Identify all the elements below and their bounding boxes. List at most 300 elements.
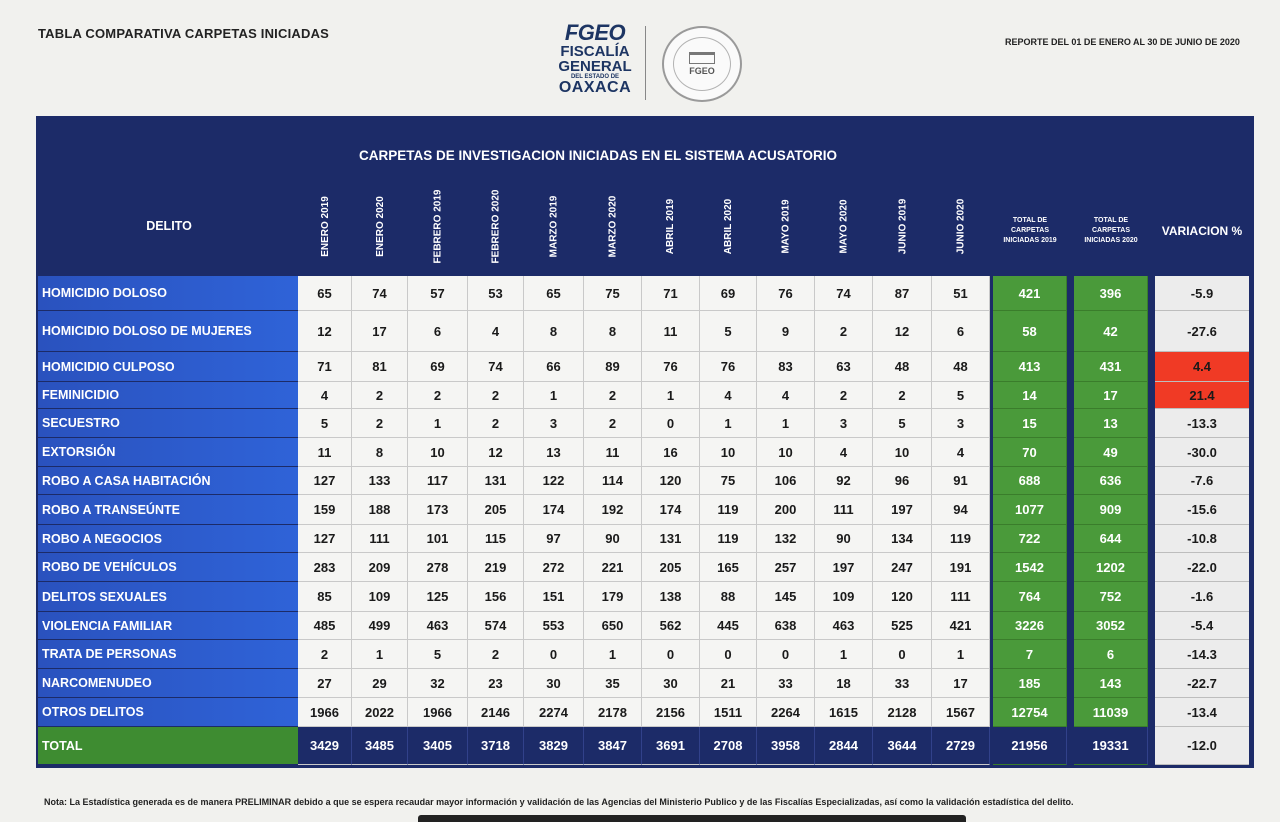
month-value-cell: 17 [932, 669, 990, 698]
month-value-cell: 5 [700, 311, 757, 352]
variation-cell: -22.7 [1155, 669, 1249, 698]
month-value-cell: 53 [468, 276, 524, 311]
month-value-cell: 51 [932, 276, 990, 311]
month-value-cell: 247 [873, 553, 932, 582]
month-value-cell: 463 [408, 612, 468, 640]
total-2020-cell: 752 [1074, 582, 1148, 612]
month-value-cell: 2146 [468, 698, 524, 727]
crime-label: DELITOS SEXUALES [38, 582, 300, 612]
total-2020-cell: 396 [1074, 276, 1148, 311]
month-value-cell: 463 [815, 612, 873, 640]
total-row [0, 727, 1280, 765]
month-value-cell: 71 [642, 276, 700, 311]
month-value-cell: 2 [468, 640, 524, 669]
month-value-cell: 499 [352, 612, 408, 640]
month-header-label: JUNIO 2020 [955, 198, 967, 254]
month-value-cell: 27 [298, 669, 352, 698]
month-value-cell: 1 [700, 409, 757, 438]
month-value-cell: 16 [642, 438, 700, 467]
month-value-cell: 1 [757, 409, 815, 438]
month-value-cell: 96 [873, 467, 932, 495]
crime-label: OTROS DELITOS [38, 698, 300, 727]
table-row [0, 612, 1280, 640]
month-value-cell: 63 [815, 352, 873, 382]
crime-label: HOMICIDIO CULPOSO [38, 352, 300, 382]
total-2020-header: TOTAL DE CARPETAS INICIADAS 2020 [1084, 217, 1138, 244]
month-value-cell: 127 [298, 467, 352, 495]
month-value-cell: 2 [584, 409, 642, 438]
month-header [298, 180, 352, 272]
month-header [642, 180, 700, 272]
month-value-cell: 3 [524, 409, 584, 438]
bottom-bar [418, 815, 966, 822]
month-value-cell: 111 [352, 525, 408, 553]
table-title: CARPETAS DE INVESTIGACION INICIADAS EN EL SISTEMA ACUSATORIO [358, 148, 838, 163]
month-value-cell: 131 [468, 467, 524, 495]
fgeo-logo [555, 22, 635, 96]
crime-label: SECUESTRO [38, 409, 300, 438]
month-value-cell: 1 [932, 640, 990, 669]
month-value-cell: 0 [524, 640, 584, 669]
month-value-cell: 0 [757, 640, 815, 669]
month-value-cell: 10 [873, 438, 932, 467]
table-row [0, 438, 1280, 467]
month-value-cell: 30 [642, 669, 700, 698]
month-value-cell: 1615 [815, 698, 873, 727]
logo-line-2: GENERAL [558, 58, 632, 75]
month-value-cell: 200 [757, 495, 815, 525]
month-value-cell: 2022 [352, 698, 408, 727]
month-value-cell: 4 [298, 382, 352, 409]
month-header-label: ENERO 2019 [319, 195, 331, 257]
month-value-cell: 88 [700, 582, 757, 612]
total-2020-cell: 3052 [1074, 612, 1148, 640]
month-header-label: MAYO 2019 [780, 198, 792, 254]
month-value-cell: 192 [584, 495, 642, 525]
month-value-cell: 120 [873, 582, 932, 612]
month-value-cell: 125 [408, 582, 468, 612]
crime-label: ROBO DE VEHÍCULOS [38, 553, 300, 582]
table-row [0, 669, 1280, 698]
month-value-cell: 4 [700, 382, 757, 409]
table-row [0, 467, 1280, 495]
month-value-cell: 165 [700, 553, 757, 582]
month-value-cell: 119 [932, 525, 990, 553]
month-value-cell: 122 [524, 467, 584, 495]
total-2020-cell: 143 [1074, 669, 1148, 698]
month-value-cell: 91 [932, 467, 990, 495]
month-value-cell: 197 [815, 553, 873, 582]
month-value-cell: 106 [757, 467, 815, 495]
total-2020-cell: 6 [1074, 640, 1148, 669]
month-header-label: ENERO 2020 [374, 195, 386, 257]
month-value-cell: 159 [298, 495, 352, 525]
table-row [0, 495, 1280, 525]
variation-cell: -13.3 [1155, 409, 1249, 438]
month-value-cell: 2128 [873, 698, 932, 727]
month-value-cell: 89 [584, 352, 642, 382]
month-value-cell: 3 [932, 409, 990, 438]
table-row [0, 640, 1280, 669]
month-value-cell: 1 [524, 382, 584, 409]
table-row [0, 553, 1280, 582]
month-header-label: FEBRERO 2020 [490, 189, 502, 263]
month-value-cell: 2264 [757, 698, 815, 727]
month-value-cell: 30 [524, 669, 584, 698]
variation-cell: -14.3 [1155, 640, 1249, 669]
month-value-cell: 8 [584, 311, 642, 352]
month-value-cell: 33 [757, 669, 815, 698]
table-row [0, 311, 1280, 352]
crime-label: HOMICIDIO DOLOSO DE MUJERES [38, 311, 300, 352]
month-value-cell: 2 [468, 409, 524, 438]
variation-cell: -13.4 [1155, 698, 1249, 727]
month-value-cell: 69 [408, 352, 468, 382]
total-2019-cell: 1077 [993, 495, 1067, 525]
total-2019-header: TOTAL DE CARPETAS INICIADAS 2019 [1003, 217, 1057, 244]
month-value-cell: 74 [352, 276, 408, 311]
month-value-cell: 4 [815, 438, 873, 467]
month-value-cell: 75 [584, 276, 642, 311]
month-value-cell: 2844 [815, 727, 873, 765]
month-value-cell: 562 [642, 612, 700, 640]
month-value-cell: 1 [584, 640, 642, 669]
month-value-cell: 120 [642, 467, 700, 495]
total-2020-cell: 431 [1074, 352, 1148, 382]
month-value-cell: 151 [524, 582, 584, 612]
month-value-cell: 3429 [298, 727, 352, 765]
month-value-cell: 74 [815, 276, 873, 311]
total-2019-cell: 70 [993, 438, 1067, 467]
report-period: REPORTE DEL 01 DE ENERO AL 30 DE JUNIO DE 2020 [1005, 37, 1240, 47]
month-value-cell: 8 [352, 438, 408, 467]
month-value-cell: 197 [873, 495, 932, 525]
month-value-cell: 2708 [700, 727, 757, 765]
month-value-cell: 283 [298, 553, 352, 582]
crime-label: VIOLENCIA FAMILIAR [38, 612, 300, 640]
total-2020-cell: 19331 [1074, 727, 1148, 765]
month-header [468, 180, 524, 272]
logo-divider [645, 26, 646, 100]
month-value-cell: 650 [584, 612, 642, 640]
month-value-cell: 9 [757, 311, 815, 352]
month-value-cell: 3691 [642, 727, 700, 765]
month-value-cell: 48 [932, 352, 990, 382]
month-value-cell: 2 [352, 409, 408, 438]
variation-cell: -7.6 [1155, 467, 1249, 495]
logo-mark: FGEO [564, 20, 626, 45]
month-value-cell: 85 [298, 582, 352, 612]
month-value-cell: 18 [815, 669, 873, 698]
month-value-cell: 2156 [642, 698, 700, 727]
month-value-cell: 525 [873, 612, 932, 640]
variation-cell: 4.4 [1155, 352, 1249, 382]
month-value-cell: 138 [642, 582, 700, 612]
month-value-cell: 221 [584, 553, 642, 582]
total-2019-cell: 14 [993, 382, 1067, 409]
month-value-cell: 12 [873, 311, 932, 352]
month-header [408, 180, 468, 272]
month-value-cell: 257 [757, 553, 815, 582]
month-value-cell: 485 [298, 612, 352, 640]
month-value-cell: 4 [932, 438, 990, 467]
month-value-cell: 76 [700, 352, 757, 382]
month-value-cell: 0 [873, 640, 932, 669]
building-icon [689, 52, 715, 64]
month-value-cell: 81 [352, 352, 408, 382]
month-value-cell: 131 [642, 525, 700, 553]
delito-header: DELITO [146, 219, 192, 233]
total-2020-cell: 13 [1074, 409, 1148, 438]
crime-label: ROBO A CASA HABITACIÓN [38, 467, 300, 495]
month-value-cell: 3829 [524, 727, 584, 765]
month-value-cell: 5 [408, 640, 468, 669]
month-value-cell: 574 [468, 612, 524, 640]
crime-label: HOMICIDIO DOLOSO [38, 276, 300, 311]
month-value-cell: 10 [757, 438, 815, 467]
month-value-cell: 638 [757, 612, 815, 640]
month-value-cell: 12 [298, 311, 352, 352]
month-value-cell: 4 [468, 311, 524, 352]
month-value-cell: 76 [757, 276, 815, 311]
month-value-cell: 11 [642, 311, 700, 352]
month-value-cell: 6 [408, 311, 468, 352]
month-value-cell: 66 [524, 352, 584, 382]
month-value-cell: 134 [873, 525, 932, 553]
month-value-cell: 1567 [932, 698, 990, 727]
month-header [700, 180, 757, 272]
month-value-cell: 109 [352, 582, 408, 612]
month-value-cell: 132 [757, 525, 815, 553]
month-value-cell: 2729 [932, 727, 990, 765]
month-value-cell: 421 [932, 612, 990, 640]
month-value-cell: 1 [408, 409, 468, 438]
month-value-cell: 90 [584, 525, 642, 553]
month-value-cell: 272 [524, 553, 584, 582]
month-value-cell: 8 [524, 311, 584, 352]
month-value-cell: 2274 [524, 698, 584, 727]
total-2019-cell: 421 [993, 276, 1067, 311]
month-value-cell: 76 [642, 352, 700, 382]
month-value-cell: 2 [815, 382, 873, 409]
month-value-cell: 90 [815, 525, 873, 553]
variation-cell: -10.8 [1155, 525, 1249, 553]
total-2019-cell: 3226 [993, 612, 1067, 640]
month-value-cell: 1 [815, 640, 873, 669]
table-row [0, 276, 1280, 311]
total-2019-cell: 1542 [993, 553, 1067, 582]
month-value-cell: 11 [298, 438, 352, 467]
month-value-cell: 1 [642, 382, 700, 409]
variation-cell: -27.6 [1155, 311, 1249, 352]
month-value-cell: 29 [352, 669, 408, 698]
variation-cell: -5.9 [1155, 276, 1249, 311]
month-value-cell: 205 [642, 553, 700, 582]
variation-cell: -5.4 [1155, 612, 1249, 640]
variation-cell: 21.4 [1155, 382, 1249, 409]
month-value-cell: 101 [408, 525, 468, 553]
month-value-cell: 2 [298, 640, 352, 669]
month-value-cell: 2 [352, 382, 408, 409]
month-value-cell: 17 [352, 311, 408, 352]
crime-label: NARCOMENUDEO [38, 669, 300, 698]
month-value-cell: 5 [873, 409, 932, 438]
total-2020-cell: 17 [1074, 382, 1148, 409]
month-value-cell: 10 [700, 438, 757, 467]
month-value-cell: 13 [524, 438, 584, 467]
table-row [0, 382, 1280, 409]
total-2019-cell: 722 [993, 525, 1067, 553]
month-value-cell: 111 [815, 495, 873, 525]
total-2019-cell: 7 [993, 640, 1067, 669]
month-value-cell: 0 [700, 640, 757, 669]
month-header [815, 180, 873, 272]
month-value-cell: 21 [700, 669, 757, 698]
total-2019-cell: 12754 [993, 698, 1067, 727]
table-row [0, 582, 1280, 612]
crime-label: FEMINICIDIO [38, 382, 300, 409]
month-header [524, 180, 584, 272]
month-value-cell: 173 [408, 495, 468, 525]
month-value-cell: 3485 [352, 727, 408, 765]
month-value-cell: 97 [524, 525, 584, 553]
month-value-cell: 75 [700, 467, 757, 495]
month-value-cell: 127 [298, 525, 352, 553]
total-2019-cell: 413 [993, 352, 1067, 382]
month-value-cell: 188 [352, 495, 408, 525]
document-title: TABLA COMPARATIVA CARPETAS INICIADAS [38, 26, 330, 41]
crime-label: EXTORSIÓN [38, 438, 300, 467]
month-header [352, 180, 408, 272]
total-2019-cell: 21956 [993, 727, 1067, 765]
month-value-cell: 191 [932, 553, 990, 582]
month-value-cell: 2 [468, 382, 524, 409]
month-value-cell: 278 [408, 553, 468, 582]
month-value-cell: 219 [468, 553, 524, 582]
footnote: Nota: La Estadística generada es de manera PRELIMINAR debido a que se espera recaudar mayor información y validación de las Agencias del Ministerio Publico y de las Fiscalías Especializadas, así como la validación estadística del delito. [44, 797, 1074, 807]
month-value-cell: 119 [700, 495, 757, 525]
variation-cell: -12.0 [1155, 727, 1249, 765]
month-value-cell: 2 [584, 382, 642, 409]
month-value-cell: 3847 [584, 727, 642, 765]
month-value-cell: 10 [408, 438, 468, 467]
month-value-cell: 48 [873, 352, 932, 382]
month-value-cell: 145 [757, 582, 815, 612]
institutional-seal-icon [662, 26, 742, 102]
total-2020-cell: 42 [1074, 311, 1148, 352]
month-value-cell: 3 [815, 409, 873, 438]
month-header-label: ABRIL 2019 [665, 198, 677, 254]
month-value-cell: 553 [524, 612, 584, 640]
month-value-cell: 179 [584, 582, 642, 612]
month-value-cell: 2 [873, 382, 932, 409]
total-2019-cell: 764 [993, 582, 1067, 612]
month-value-cell: 4 [757, 382, 815, 409]
total-2020-cell: 909 [1074, 495, 1148, 525]
month-value-cell: 174 [524, 495, 584, 525]
month-value-cell: 109 [815, 582, 873, 612]
month-header [873, 180, 932, 272]
month-value-cell: 3644 [873, 727, 932, 765]
month-value-cell: 0 [642, 640, 700, 669]
logo-line-4: OAXACA [558, 79, 632, 96]
month-value-cell: 5 [932, 382, 990, 409]
total-2020-cell: 1202 [1074, 553, 1148, 582]
month-value-cell: 205 [468, 495, 524, 525]
variation-cell: -1.6 [1155, 582, 1249, 612]
month-header [584, 180, 642, 272]
month-value-cell: 174 [642, 495, 700, 525]
month-header-label: ABRIL 2020 [723, 198, 734, 254]
month-value-cell: 92 [815, 467, 873, 495]
variation-cell: -30.0 [1155, 438, 1249, 467]
crime-label: TRATA DE PERSONAS [38, 640, 300, 669]
total-2020-cell: 636 [1074, 467, 1148, 495]
month-header-label: FEBRERO 2019 [432, 189, 444, 263]
month-value-cell: 6 [932, 311, 990, 352]
total-2020-cell: 49 [1074, 438, 1148, 467]
crime-label: ROBO A NEGOCIOS [38, 525, 300, 553]
month-value-cell: 1966 [298, 698, 352, 727]
month-value-cell: 32 [408, 669, 468, 698]
logo-line-1: FISCALÍA [560, 43, 630, 60]
total-2019-cell: 15 [993, 409, 1067, 438]
total-2019-cell: 58 [993, 311, 1067, 352]
month-value-cell: 3958 [757, 727, 815, 765]
month-value-cell: 3718 [468, 727, 524, 765]
month-value-cell: 35 [584, 669, 642, 698]
month-value-cell: 87 [873, 276, 932, 311]
month-value-cell: 71 [298, 352, 352, 382]
month-header-label: MARZO 2020 [607, 195, 619, 257]
total-label: TOTAL [38, 727, 300, 765]
crime-label: ROBO A TRANSEÚNTE [38, 495, 300, 525]
month-value-cell: 111 [932, 582, 990, 612]
variation-cell: -15.6 [1155, 495, 1249, 525]
month-value-cell: 2 [815, 311, 873, 352]
month-value-cell: 115 [468, 525, 524, 553]
month-value-cell: 156 [468, 582, 524, 612]
month-value-cell: 445 [700, 612, 757, 640]
month-value-cell: 57 [408, 276, 468, 311]
month-value-cell: 23 [468, 669, 524, 698]
month-header [757, 180, 815, 272]
month-header [932, 180, 990, 272]
month-value-cell: 5 [298, 409, 352, 438]
month-value-cell: 209 [352, 553, 408, 582]
month-value-cell: 1 [352, 640, 408, 669]
month-value-cell: 65 [524, 276, 584, 311]
month-value-cell: 3405 [408, 727, 468, 765]
seal-inner [673, 37, 731, 91]
variation-header: VARIACION % [1161, 224, 1243, 238]
month-value-cell: 65 [298, 276, 352, 311]
seal-label: FGEO [689, 66, 715, 76]
total-2019-cell: 688 [993, 467, 1067, 495]
month-value-cell: 69 [700, 276, 757, 311]
table-row [0, 352, 1280, 382]
month-value-cell: 0 [642, 409, 700, 438]
month-value-cell: 1966 [408, 698, 468, 727]
logo-line-3: DEL ESTADO DE [570, 74, 620, 80]
month-value-cell: 2 [408, 382, 468, 409]
month-header-label: MAYO 2020 [838, 198, 850, 254]
table-row [0, 409, 1280, 438]
month-header-label: JUNIO 2019 [897, 198, 908, 254]
month-value-cell: 94 [932, 495, 990, 525]
month-value-cell: 117 [408, 467, 468, 495]
table-row [0, 698, 1280, 727]
